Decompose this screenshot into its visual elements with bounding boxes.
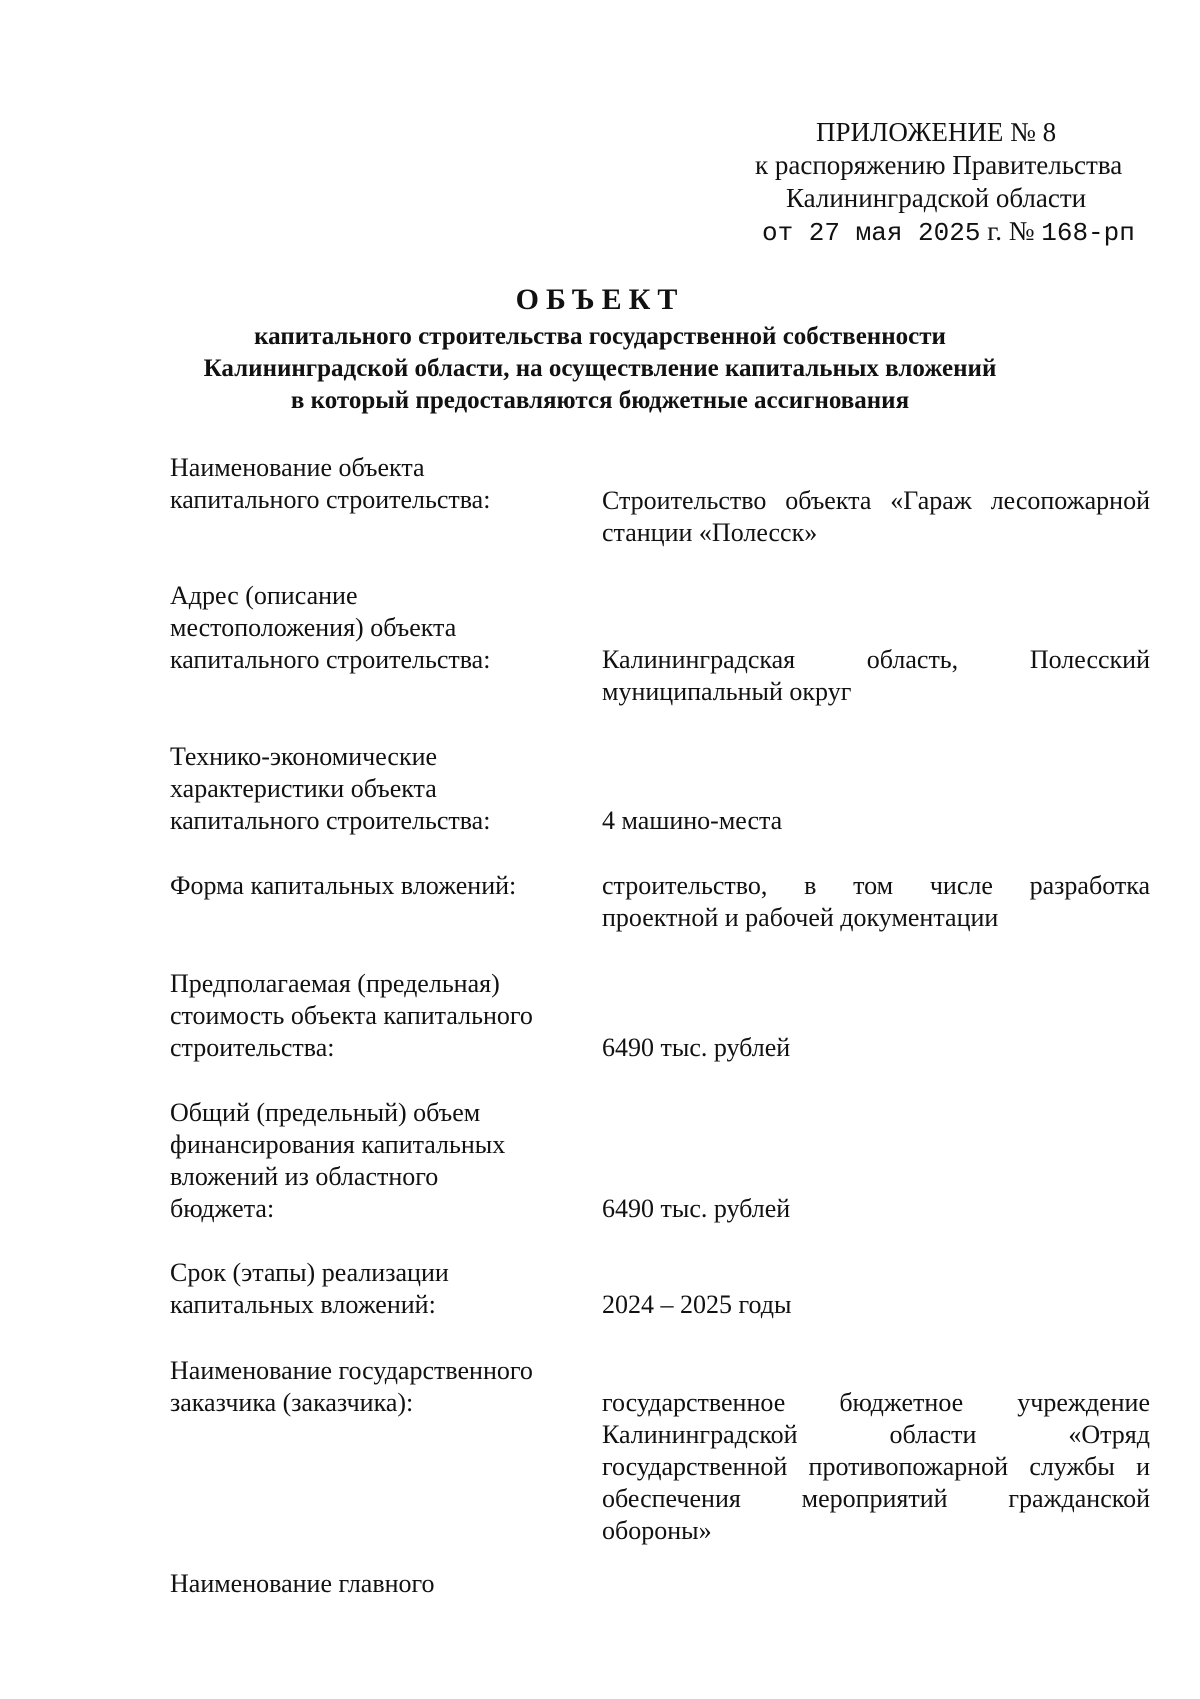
field-value: 6490 тыс. рублей [602,1033,791,1062]
field-value: 4 машино-места [602,806,783,835]
appendix-order-ref: к распоряжению Правительства [755,150,1123,180]
appendix-title: ПРИЛОЖЕНИЕ № 8 [816,117,1057,147]
field-value: строительство, в том числе разработка проектной и рабочей документации [602,871,1150,932]
field-label: Наименование главного [170,1569,435,1598]
field-label: Наименование государственного заказчика (заказчика): [170,1356,533,1417]
field-value: 6490 тыс. рублей [602,1194,791,1223]
field-value: 2024 – 2025 годы [602,1290,792,1319]
field-label: Форма капитальных вложений: [170,871,517,900]
appendix-header [720,116,1160,250]
subtitle-line: в который предоставляются бюджетные ассигнования [290,387,910,414]
appendix-number-label: г. № [980,216,1042,246]
field-label: Технико-экономические характеристики объекта капитального строительства: [170,742,491,835]
document-title: ОБЪЕКТ [515,283,685,316]
field-label: Предполагаемая (предельная) стоимость объекта капитального строительства: [170,969,533,1062]
field-value: Строительство объекта «Гараж лесопожарной станции «Полесск» [602,486,1150,547]
field-label: Наименование объекта капитального строительства: [170,453,491,514]
appendix-date: от 27 мая 2025 [762,218,981,248]
field-label: Общий (предельный) объем финансирования капитальных вложений из областного бюджета: [170,1098,506,1223]
document-subtitle [0,321,1200,417]
field-label: Срок (этапы) реализации капитальных вложений: [170,1258,449,1319]
field-value: Калининградская область, Полесский муниципальный округ [602,645,1150,706]
subtitle-line: Калининградской области, на осуществление капитальных вложений [203,355,997,382]
subtitle-line: капитального строительства государственной собственности [254,323,946,350]
appendix-date-line [762,215,1160,250]
field-value: государственное бюджетное учреждение Калининградской области «Отряд государственной противопожарной службы и обеспечения мероприятий гражданской обороны» [602,1388,1150,1545]
appendix-number: 168-рп [1041,218,1135,248]
appendix-region: Калининградской области [786,183,1087,213]
field-label: Адрес (описание местоположения) объекта капитального строительства: [170,581,491,674]
